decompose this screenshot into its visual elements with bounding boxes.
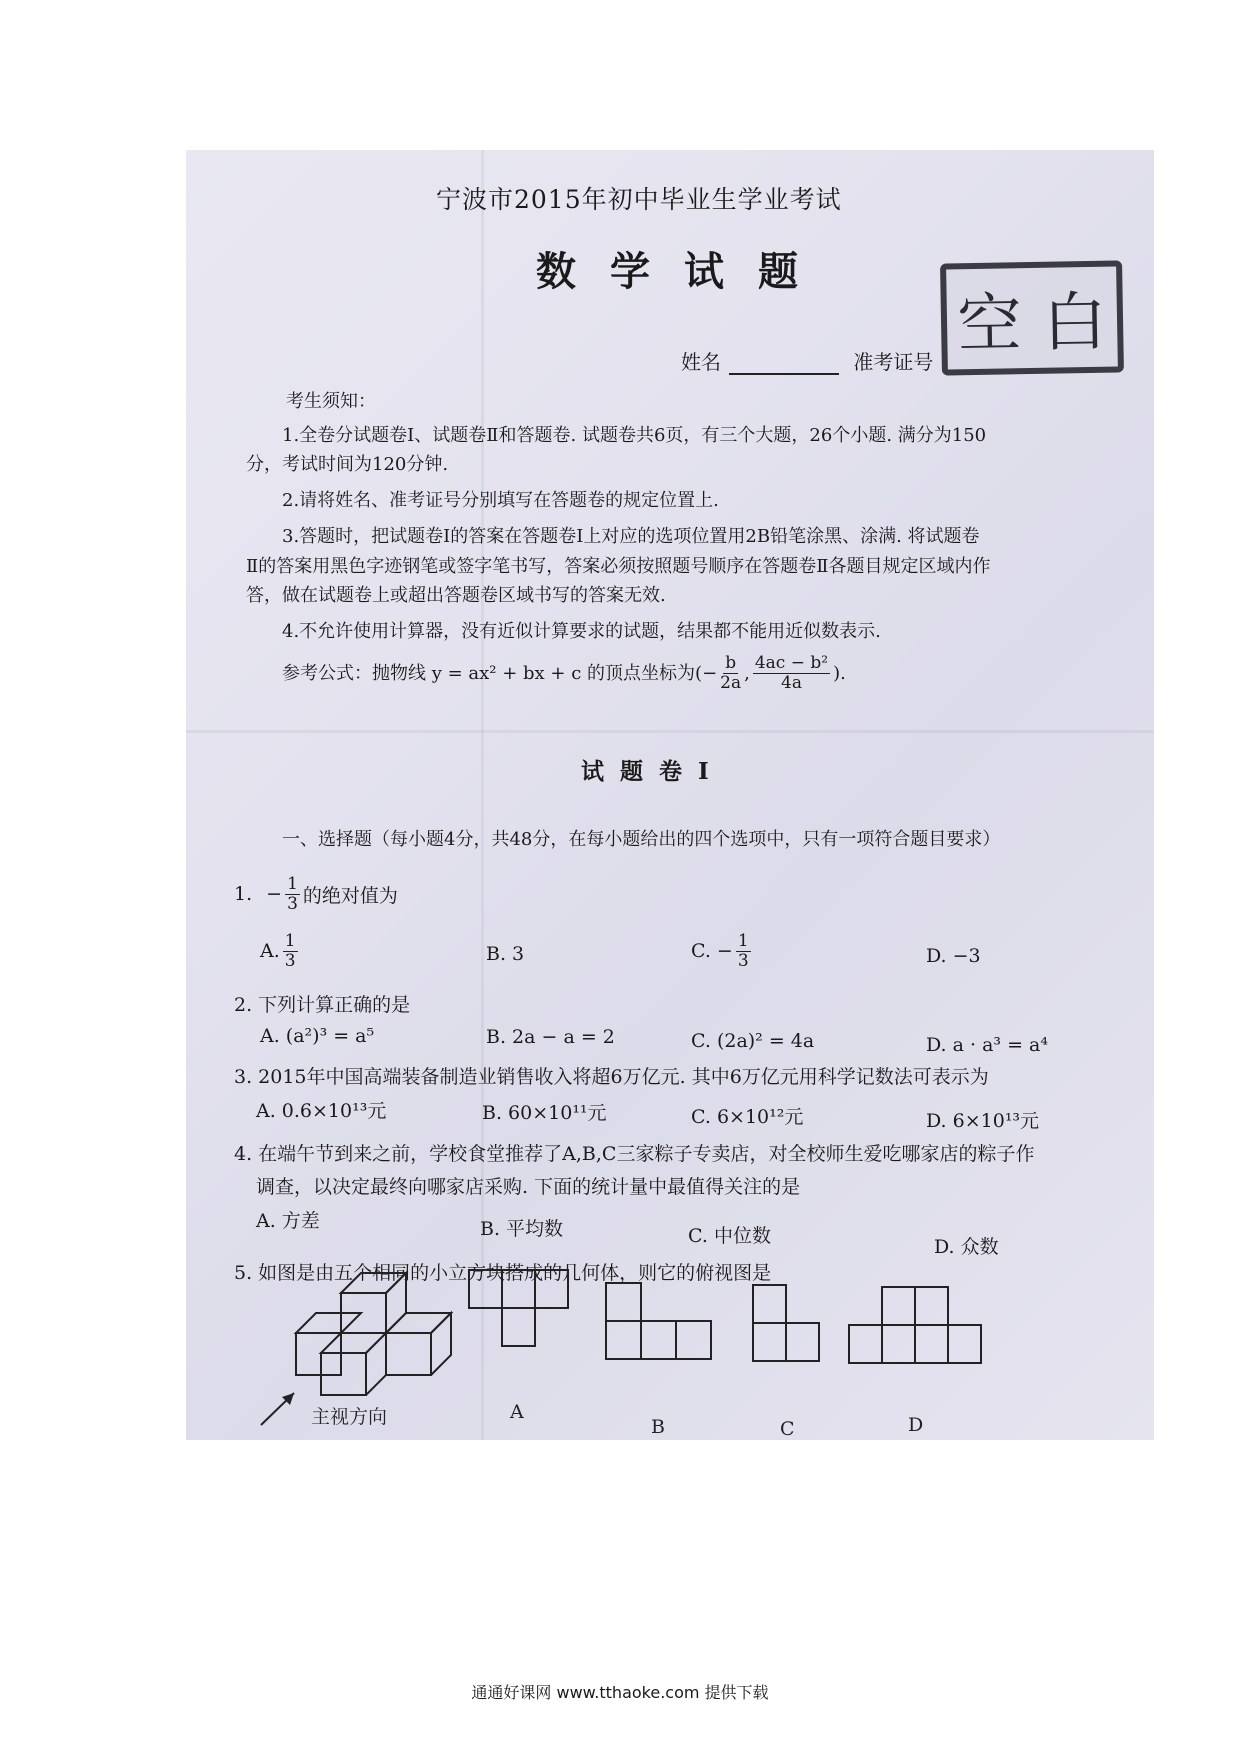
exam-title: 宁波市2015年初中毕业生学业考试 — [436, 185, 842, 214]
fraction-denominator: 2a — [720, 672, 742, 693]
q1-option-a — [260, 932, 301, 970]
q2-option-a: A. (a²)³ = a⁵ — [260, 1025, 375, 1047]
q3-option-c: C. 6×10¹²元 — [691, 1106, 804, 1128]
option-fraction — [736, 932, 751, 970]
question-number: 1. — [234, 883, 253, 906]
question-1 — [234, 875, 398, 913]
q3-option-d: D. 6×10¹³元 — [926, 1110, 1040, 1132]
notice-item: Ⅱ的答案用黑色字迹钢笔或签字笔书写，答案必须按照题号顺序在答题卷Ⅱ各题目规定区域内作 — [246, 556, 991, 577]
question-5: 5. 如图是由五个相同的小立方块搭成的几何体，则它的俯视图是 — [234, 1262, 772, 1284]
notice-item: 2.请将姓名、准考证号分别填写在答题卷的规定位置上. — [282, 490, 719, 511]
q5-figures — [186, 1265, 1154, 1440]
fraction-denominator: 3 — [737, 950, 749, 971]
exam-subtitle: 数学试题 — [536, 248, 832, 295]
formula-fraction — [720, 654, 741, 692]
fraction-denominator: 4a — [781, 672, 802, 693]
q1-option-b: B. 3 — [486, 943, 525, 965]
fraction-denominator: 3 — [287, 893, 298, 914]
formula-prefix: 参考公式：抛物线 y = ax² + bx + c 的顶点坐标为( — [282, 662, 703, 684]
paper-crease — [186, 730, 1154, 733]
q2-option-c: C. (2a)² = 4a — [691, 1030, 815, 1052]
minus-sign: − — [702, 662, 718, 684]
view-direction-label: 主视方向 — [311, 1406, 388, 1428]
formula-fraction — [753, 654, 830, 692]
reference-formula — [282, 654, 846, 692]
notice-item: 分，考试时间为120分钟. — [246, 454, 449, 475]
id-label: 准考证号 — [853, 350, 934, 374]
q2-option-b: B. 2a − a = 2 — [486, 1026, 615, 1048]
stamp-char: 白 — [1041, 285, 1108, 361]
name-underline — [729, 355, 839, 375]
option-a-label: A — [510, 1401, 524, 1423]
stamp-char: 空 — [956, 287, 1023, 363]
notice-item: 1.全卷分试题卷Ⅰ、试题卷Ⅱ和答题卷. 试题卷共6页，有三个大题，26个小题. 满分为150 — [282, 425, 987, 446]
option-a-top-view — [469, 1270, 568, 1346]
section-title: 试 题 卷 Ⅰ — [581, 758, 713, 785]
name-field — [681, 346, 933, 375]
q1-option-d: D. −3 — [926, 945, 981, 967]
q4-option-d: D. 众数 — [934, 1236, 999, 1258]
fraction-denominator: 3 — [284, 950, 296, 971]
option-letter: A. — [260, 940, 280, 963]
option-d-label: D — [908, 1414, 924, 1436]
exam-photo — [186, 150, 1154, 1440]
fraction-numerator: 1 — [284, 931, 296, 951]
paper-crease — [481, 150, 484, 1440]
option-letter: C. — [691, 940, 711, 963]
q4-option-c: C. 中位数 — [688, 1225, 771, 1247]
footer-credit: 通通好课网 www.tthaoke.com 提供下载 — [471, 1683, 769, 1702]
view-direction-arrow — [261, 1393, 294, 1425]
option-b-top-view — [606, 1283, 711, 1359]
option-c-top-view — [753, 1285, 819, 1361]
q4-option-a: A. 方差 — [256, 1210, 320, 1232]
minus-sign: − — [266, 883, 283, 906]
question-2: 2. 下列计算正确的是 — [234, 994, 411, 1016]
option-d-top-view — [849, 1287, 981, 1363]
q3-option-b: B. 60×10¹¹元 — [482, 1102, 607, 1124]
fraction-numerator: 4ac − b² — [754, 653, 829, 673]
fraction-numerator: 1 — [287, 874, 298, 894]
q1-option-c — [691, 932, 754, 970]
option-fraction — [283, 932, 298, 970]
option-b-label: B — [651, 1416, 665, 1438]
comma: , — [744, 662, 750, 684]
question-4-line-1: 4. 在端午节到来之前，学校食堂推荐了A,B,C三家粽子专卖店，对全校师生爱吃哪家店的粽子作 — [234, 1143, 1035, 1165]
question-4-line-2: 调查，以决定最终向哪家店采购. 下面的统计量中最值得关注的是 — [256, 1176, 801, 1198]
option-c-label: C — [780, 1418, 795, 1440]
question-text: 的绝对值为 — [302, 884, 398, 907]
notice-item: 4.不允许使用计算器，没有近似计算要求的试题，结果都不能用近似数表示. — [282, 621, 881, 642]
q4-option-b: B. 平均数 — [480, 1218, 564, 1240]
notice-item: 3.答题时，把试题卷Ⅰ的答案在答题卷Ⅰ上对应的选项位置用2B铅笔涂黑、涂满. 将试题卷 — [282, 526, 980, 547]
fraction-numerator: 1 — [737, 931, 749, 951]
formula-suffix: ). — [833, 662, 846, 684]
cube-stack-figure — [296, 1273, 451, 1395]
fraction-numerator: b — [725, 653, 737, 673]
q3-option-a: A. 0.6×10¹³元 — [256, 1100, 387, 1122]
section-heading: 一、选择题（每小题4分，共48分，在每小题给出的四个选项中，只有一项符合题目要求） — [282, 829, 1001, 850]
question-3: 3. 2015年中国高端装备制造业销售收入将超6万亿元. 其中6万亿元用科学记数法可表示为 — [234, 1066, 989, 1088]
notice-item: 答，做在试题卷上或超出答题卷区域书写的答案无效. — [246, 585, 666, 606]
notice-heading: 考生须知： — [286, 391, 376, 412]
name-label: 姓名 — [681, 350, 721, 374]
question-fraction — [285, 875, 300, 913]
minus-sign: − — [716, 940, 733, 963]
q2-option-d: D. a · a³ = a⁴ — [926, 1034, 1048, 1056]
blank-stamp — [940, 260, 1124, 375]
